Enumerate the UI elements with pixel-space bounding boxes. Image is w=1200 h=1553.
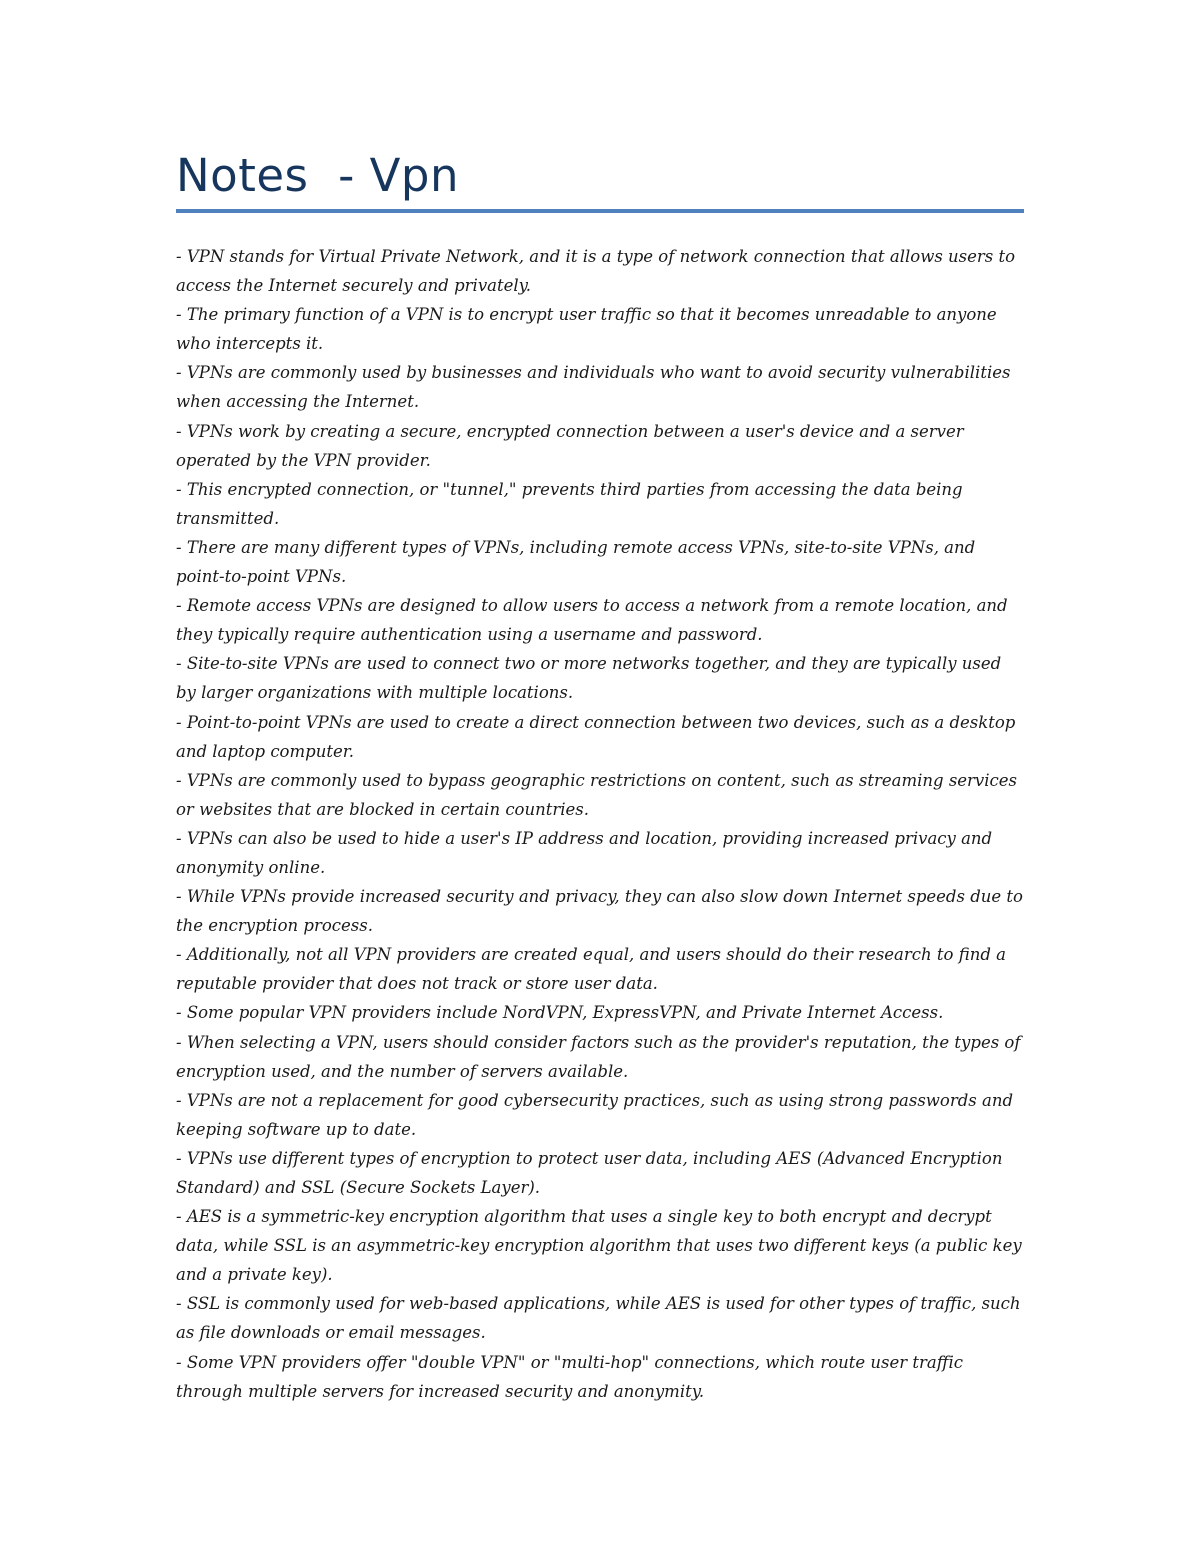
note-item: - VPNs are not a replacement for good cybersecurity practices, such as using strong passwords and keeping software up to date. [176, 1090, 1014, 1139]
notes-list [176, 242, 1026, 1406]
note-item: - VPN stands for Virtual Private Network, and it is a type of network connection that allows users to access the Internet securely and privately. [176, 247, 1016, 296]
note-item: - VPNs use different types of encryption to protect user data, including AES (Advanced Encryption Standard) and SSL (Secure Sockets Layer). [176, 1148, 1003, 1197]
note-item: - VPNs can also be used to hide a user's IP address and location, providing increased privacy and anonymity online. [176, 828, 993, 877]
note-item: - This encrypted connection, or "tunnel," prevents third parties from accessing the data being transmitted. [176, 479, 963, 528]
note-item: - Remote access VPNs are designed to allow users to access a network from a remote location, and they typically require authentication using a username and password. [176, 596, 1008, 645]
note-item: - Some popular VPN providers include NordVPN, ExpressVPN, and Private Internet Access. [176, 1003, 944, 1023]
note-item: - While VPNs provide increased security and privacy, they can also slow down Internet speeds due to the encryption process. [176, 887, 1023, 936]
title-underline-rule [176, 209, 1024, 213]
note-item: - Site-to-site VPNs are used to connect two or more networks together, and they are typically used by larger organizations with multiple locations. [176, 654, 1002, 703]
note-item: - SSL is commonly used for web-based applications, while AES is used for other types of traffic, such as file downloads or email messages. [176, 1294, 1021, 1343]
note-item: - VPNs are commonly used to bypass geographic restrictions on content, such as streaming services or websites that are blocked in certain countries. [176, 770, 1018, 819]
note-item: - VPNs work by creating a secure, encrypted connection between a user's device and a server operated by the VPN provider. [176, 421, 964, 470]
note-item: - Point-to-point VPNs are used to create a direct connection between two devices, such as a desktop and laptop computer. [176, 712, 1016, 761]
note-item: - When selecting a VPN, users should consider factors such as the provider's reputation, the types of encryption used, and the number of servers available. [176, 1032, 1021, 1081]
note-item: - AES is a symmetric-key encryption algorithm that uses a single key to both encrypt and decrypt data, while SSL is an asymmetric-key encryption algorithm that uses two different keys (a public key and a private key). [176, 1207, 1022, 1285]
note-item: - The primary function of a VPN is to encrypt user traffic so that it becomes unreadable to anyone who intercepts it. [176, 305, 997, 354]
note-item: - VPNs are commonly used by businesses and individuals who want to avoid security vulnerabilities when accessing the Internet. [176, 363, 1011, 412]
note-item: - Some VPN providers offer "double VPN" or "multi-hop" connections, which route user traffic through multiple servers for increased security and anonymity. [176, 1352, 963, 1401]
note-item: - There are many different types of VPNs, including remote access VPNs, site-to-site VPNs, and point-to-point VPNs. [176, 537, 976, 587]
document-title: Notes - Vpn [176, 149, 459, 202]
note-item: - Additionally, not all VPN providers are created equal, and users should do their research to find a reputable provider that does not track or store user data. [176, 945, 1006, 994]
